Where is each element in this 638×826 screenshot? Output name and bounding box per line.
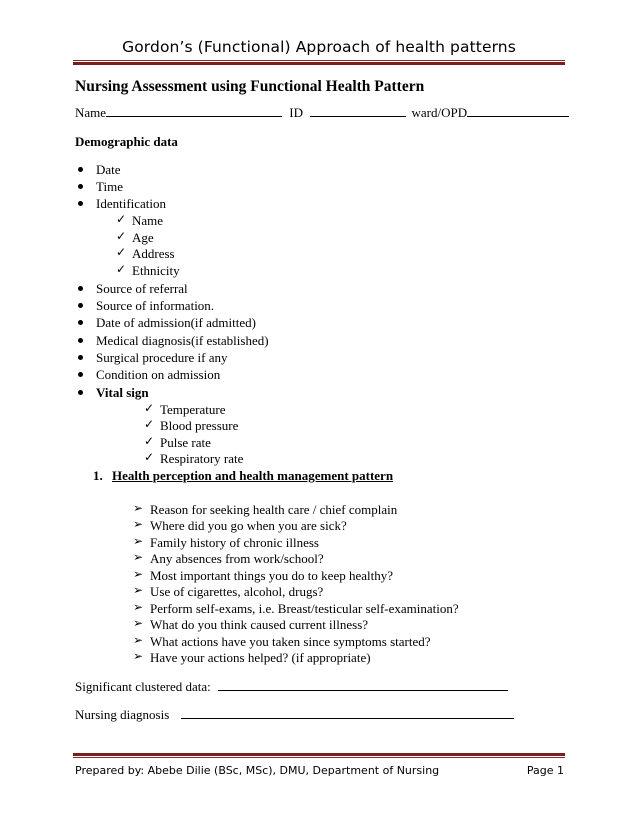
question-item: ➢ Where did you go when you are sick? <box>133 517 347 533</box>
section-heading <box>93 468 393 484</box>
sub-item: ✓ Blood pressure <box>144 417 239 433</box>
bullet-icon <box>78 390 83 395</box>
running-header: Gordon’s (Functional) Approach of health patterns <box>122 38 516 56</box>
bullet-icon <box>78 338 83 343</box>
bullet-icon <box>78 303 83 308</box>
check-icon: ✓ <box>116 262 127 276</box>
check-icon: ✓ <box>144 450 155 464</box>
sub-item: ✓ Temperature <box>144 401 226 417</box>
footer-prepared-by: Prepared by: Abebe Dilie (BSc, MSc), DMU, Department of Nursing <box>75 764 440 777</box>
sub-item: ✓ Age <box>116 229 154 245</box>
arrow-bullet-icon: ➢ <box>133 583 144 597</box>
arrow-bullet-icon: ➢ <box>133 600 144 614</box>
name-label: Name <box>75 105 107 120</box>
question-item: ➢ What actions have you taken since symptoms started? <box>133 633 431 649</box>
list-item-vital-sign: Vital sign <box>78 385 149 401</box>
list-item: Medical diagnosis(if established) <box>78 333 269 349</box>
list-item: Source of referral <box>78 281 188 297</box>
arrow-bullet-icon: ➢ <box>133 649 144 663</box>
significant-data-row <box>75 679 508 695</box>
sub-item: ✓ Respiratory rate <box>144 450 244 466</box>
arrow-bullet-icon: ➢ <box>133 550 144 564</box>
nursing-diagnosis-row <box>75 707 514 723</box>
ward-field[interactable] <box>467 105 569 117</box>
list-item: Identification <box>78 196 166 212</box>
bullet-icon <box>78 355 83 360</box>
id-label: ID <box>289 105 304 120</box>
list-item: Date of admission(if admitted) <box>78 315 256 331</box>
question-item: ➢ Any absences from work/school? <box>133 550 324 566</box>
question-item: ➢ What do you think caused current illness? <box>133 616 369 632</box>
check-icon: ✓ <box>116 229 127 243</box>
bullet-icon <box>78 320 83 325</box>
bullet-icon <box>78 286 83 291</box>
header-rule <box>73 60 565 65</box>
nursing-diagnosis-field[interactable] <box>181 707 514 719</box>
sub-item: ✓ Address <box>116 245 175 261</box>
nursing-diagnosis-label: Nursing diagnosis <box>75 707 170 722</box>
arrow-bullet-icon: ➢ <box>133 616 144 630</box>
arrow-bullet-icon: ➢ <box>133 567 144 581</box>
question-item: ➢ Most important things you do to keep healthy? <box>133 567 393 583</box>
question-item: ➢ Family history of chronic illness <box>133 534 319 550</box>
list-item: Time <box>78 179 123 195</box>
list-item: Source of information. <box>78 298 214 314</box>
sub-item: ✓ Ethnicity <box>116 262 180 278</box>
name-field[interactable] <box>106 105 282 117</box>
section-title: Health perception and health management pattern <box>112 468 394 483</box>
list-item: Date <box>78 162 121 178</box>
section-number: 1. <box>93 468 103 483</box>
ward-label: ward/OPD <box>411 105 468 120</box>
footer-rule <box>73 753 565 758</box>
bullet-icon <box>78 167 83 172</box>
sub-item: ✓ Pulse rate <box>144 434 211 450</box>
list-item: Condition on admission <box>78 367 220 383</box>
arrow-bullet-icon: ➢ <box>133 501 144 515</box>
check-icon: ✓ <box>116 245 127 259</box>
check-icon: ✓ <box>144 434 155 448</box>
id-field[interactable] <box>310 105 406 117</box>
question-item: ➢ Have your actions helped? (if appropriate) <box>133 649 371 665</box>
question-item: ➢ Perform self-exams, i.e. Breast/testicular self-examination? <box>133 600 459 616</box>
bullet-icon <box>78 184 83 189</box>
check-icon: ✓ <box>144 417 155 431</box>
arrow-bullet-icon: ➢ <box>133 534 144 548</box>
footer-page-number: Page 1 <box>526 764 564 777</box>
significant-data-label: Significant clustered data: <box>75 679 211 694</box>
check-icon: ✓ <box>116 212 127 226</box>
demographic-heading: Demographic data <box>75 134 178 149</box>
bullet-icon <box>78 201 83 206</box>
arrow-bullet-icon: ➢ <box>133 633 144 647</box>
bullet-icon <box>78 372 83 377</box>
significant-data-field[interactable] <box>218 679 508 691</box>
sub-item: ✓ Name <box>116 212 164 228</box>
arrow-bullet-icon: ➢ <box>133 517 144 531</box>
list-item: Surgical procedure if any <box>78 350 228 366</box>
form-fields-row <box>75 105 569 121</box>
question-item: ➢ Use of cigarettes, alcohol, drugs? <box>133 583 324 599</box>
question-item: ➢ Reason for seeking health care / chief complain <box>133 501 398 517</box>
document-title: Nursing Assessment using Functional Health Pattern <box>75 78 425 95</box>
check-icon: ✓ <box>144 401 155 415</box>
